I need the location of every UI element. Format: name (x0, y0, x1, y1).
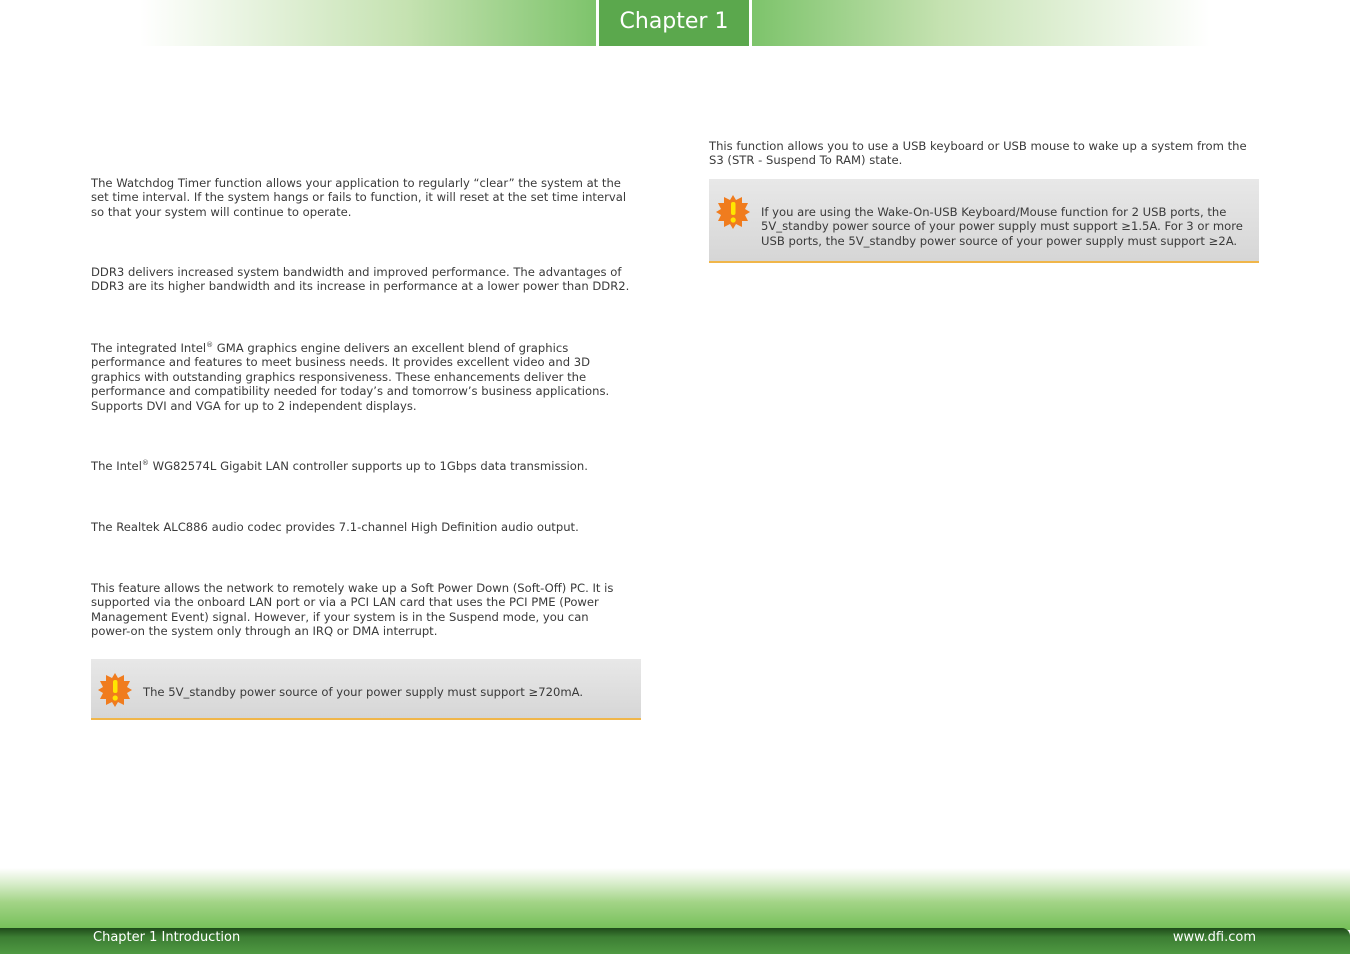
wake-on-lan-paragraph: This feature allows the network to remotely wake up a Soft Power Down (Soft-Off) PC. It is supported via the onboard LAN port or via a PCI LAN card that uses the PCI PME (Power Management Event) signal. However, if your system is in the Suspend mode, you can power-on the system only through an IRQ or DMA interrupt. (91, 581, 614, 639)
usb-wake-note (709, 179, 1259, 263)
audio-paragraph: The Realtek ALC886 audio codec provides 7.1-channel High Definition audio output. (91, 520, 579, 534)
registered-mark: ® (206, 341, 214, 350)
lan-text-pre: The Intel (91, 459, 142, 473)
footer-band (0, 868, 1350, 930)
lan-paragraph (91, 459, 641, 473)
graphics-paragraph (91, 341, 641, 413)
registered-mark: ® (141, 459, 149, 468)
usb-wake-paragraph: This function allows you to use a USB keyboard or USB mouse to wake up a system from the S3 (STR - Suspend To RAM) state. (709, 139, 1247, 168)
watchdog-paragraph: The Watchdog Timer function allows your application to regularly “clear” the system at the set time interval. If the system hangs or fails to function, it will reset at the set time interval so that your system will continue to operate. (91, 176, 627, 219)
graphics-text-post: GMA graphics engine delivers an excellent blend of graphics performance and features to meet business needs. It provides excellent video and 3D graphics with outstanding graphics responsiveness. These enhancements deliver the performance and compatibility needed for today’s and tomorrow’s business applications. Supports DVI and VGA for up to 2 independent displays. (91, 341, 610, 413)
chapter-tab: Chapter 1 (596, 0, 752, 46)
footer-website-link[interactable]: www.dfi.com (1172, 930, 1256, 945)
footer-chapter-title: Chapter 1 Introduction (93, 930, 241, 945)
lan-text-post: WG82574L Gigabit LAN controller supports up to 1Gbps data transmission. (148, 459, 588, 473)
ddr3-paragraph: DDR3 delivers increased system bandwidth and improved performance. The advantages of DDR3 are its higher bandwidth and its increase in performance at a lower power than DDR2. (91, 265, 630, 294)
usb-wake-note-text: If you are using the Wake-On-USB Keyboard/Mouse function for 2 USB ports, the 5V_standby power source of your power supply must support ≥1.5A. For 3 or more USB ports, the 5V_standby power source of your power supply must support ≥2A. (761, 205, 1243, 248)
warning-exclamation-icon (715, 194, 751, 230)
wake-on-lan-note (91, 659, 641, 720)
warning-exclamation-icon (97, 672, 133, 708)
wake-on-lan-note-text: The 5V_standby power source of your power supply must support ≥720mA. (143, 685, 584, 699)
graphics-text-pre: The integrated Intel (91, 341, 207, 355)
